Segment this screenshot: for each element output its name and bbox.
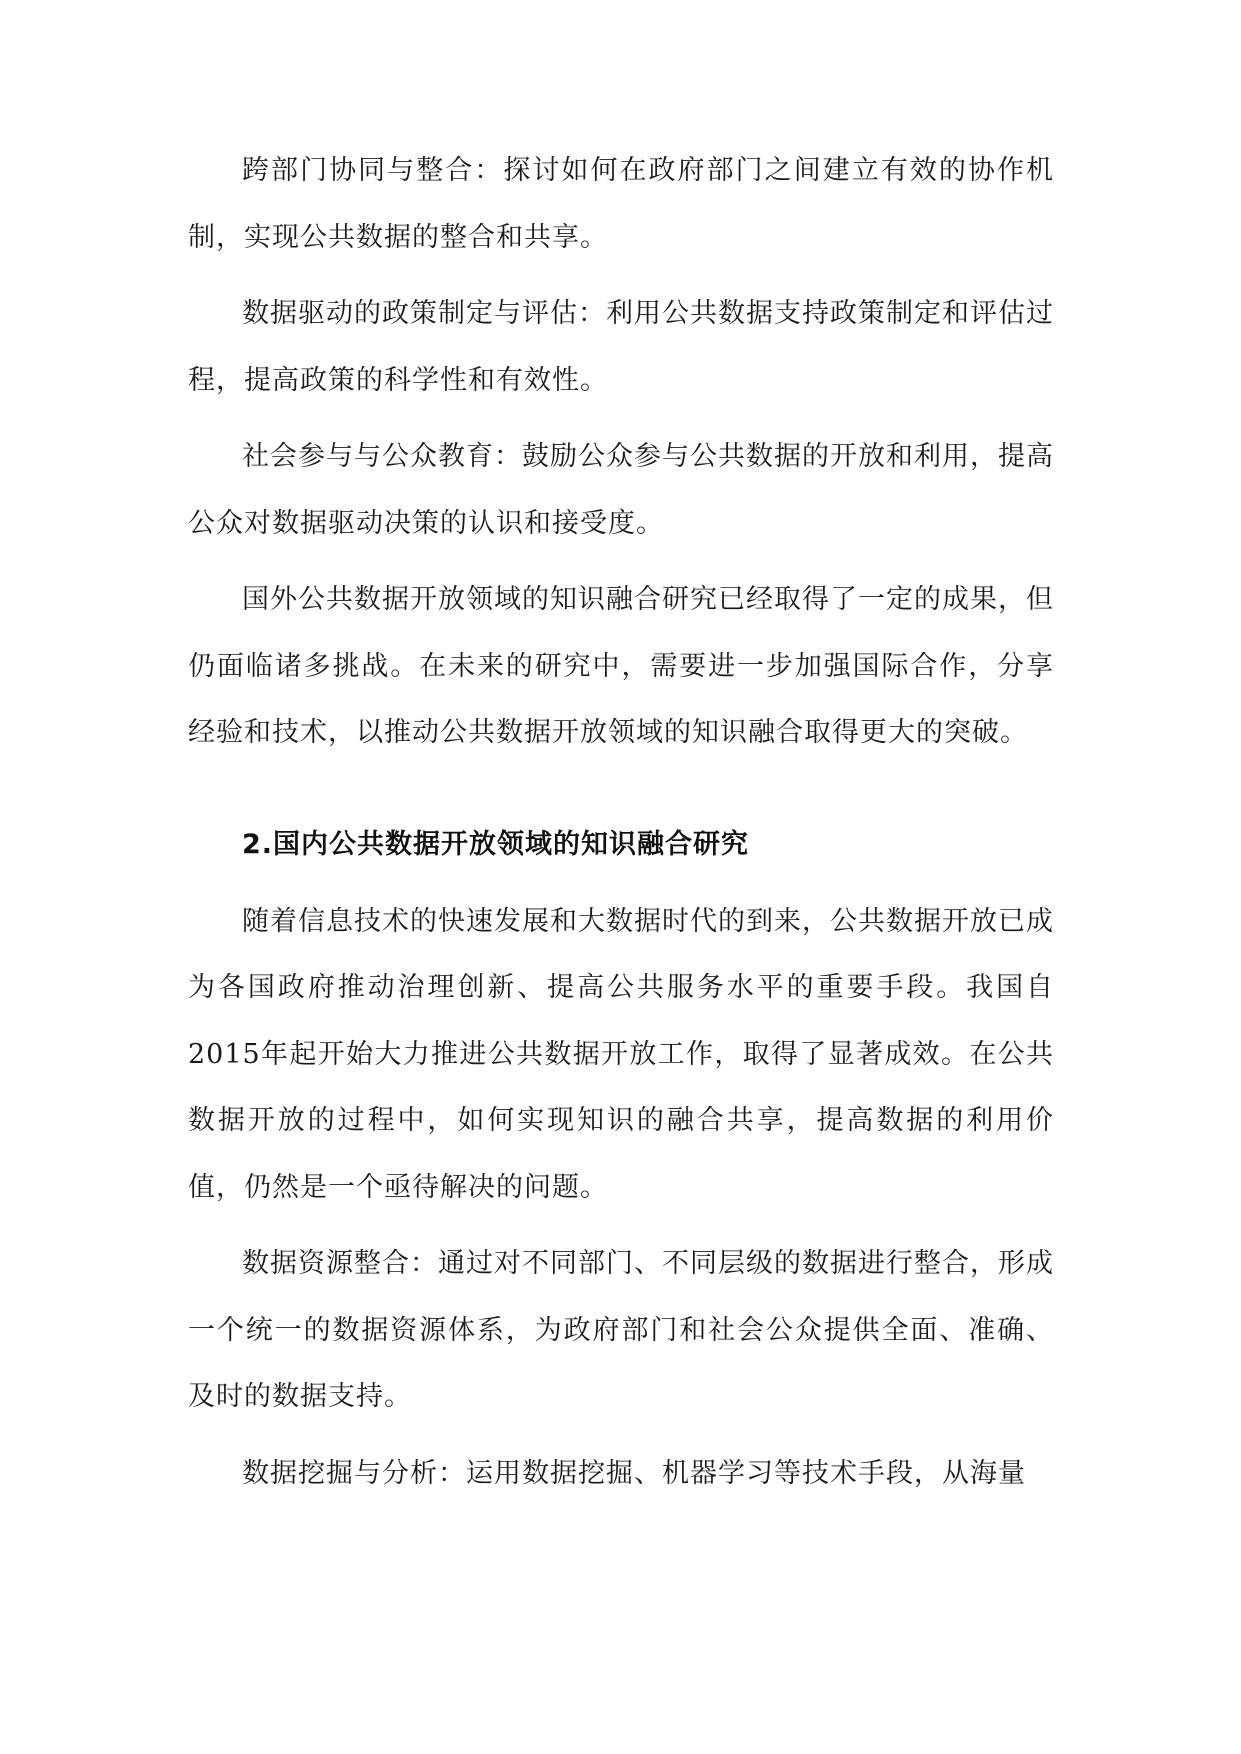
paragraph-social-participation: 社会参与与公众教育：鼓励公众参与公共数据的开放和利用，提高公众对数据驱动决策的认识和接受度。 [188,441,1054,539]
document-body [188,138,1054,1517]
paragraph-foreign-research-summary: 国外公共数据开放领域的知识融合研究已经取得了一定的成果，但仍面临诸多挑战。在未来的研究中，需要进一步加强国际合作，分享经验和技术，以推动公共数据开放领域的知识融合取得更大的突破。 [188,584,1054,748]
section-heading: 2.国内公共数据开放领域的知识融合研究 [242,828,750,860]
paragraph-data-resource-integration: 数据资源整合：通过对不同部门、不同层级的数据进行整合，形成一个统一的数据资源体系，为政府部门和社会公众提供全面、准确、及时的数据支持。 [188,1248,1054,1412]
paragraph-cross-department-collaboration: 跨部门协同与整合：探讨如何在政府部门之间建立有效的协作机制，实现公共数据的整合和共享。 [188,155,1054,253]
paragraph-domestic-background: 随着信息技术的快速发展和大数据时代的到来，公共数据开放已成为各国政府推动治理创新、提高公共服务水平的重要手段。我国自2015年起开始大力推进公共数据开放工作，取得了显著成效。在公共数据开放的过程中，如何实现知识的融合共享，提高数据的利用价值，仍然是一个亟待解决的问题。 [188,905,1054,1203]
paragraph-data-driven-policy: 数据驱动的政策制定与评估：利用公共数据支持政策制定和评估过程，提高政策的科学性和有效性。 [188,298,1054,396]
paragraph-data-mining-analysis: 数据挖掘与分析：运用数据挖掘、机器学习等技术手段，从海量 [242,1457,1026,1489]
